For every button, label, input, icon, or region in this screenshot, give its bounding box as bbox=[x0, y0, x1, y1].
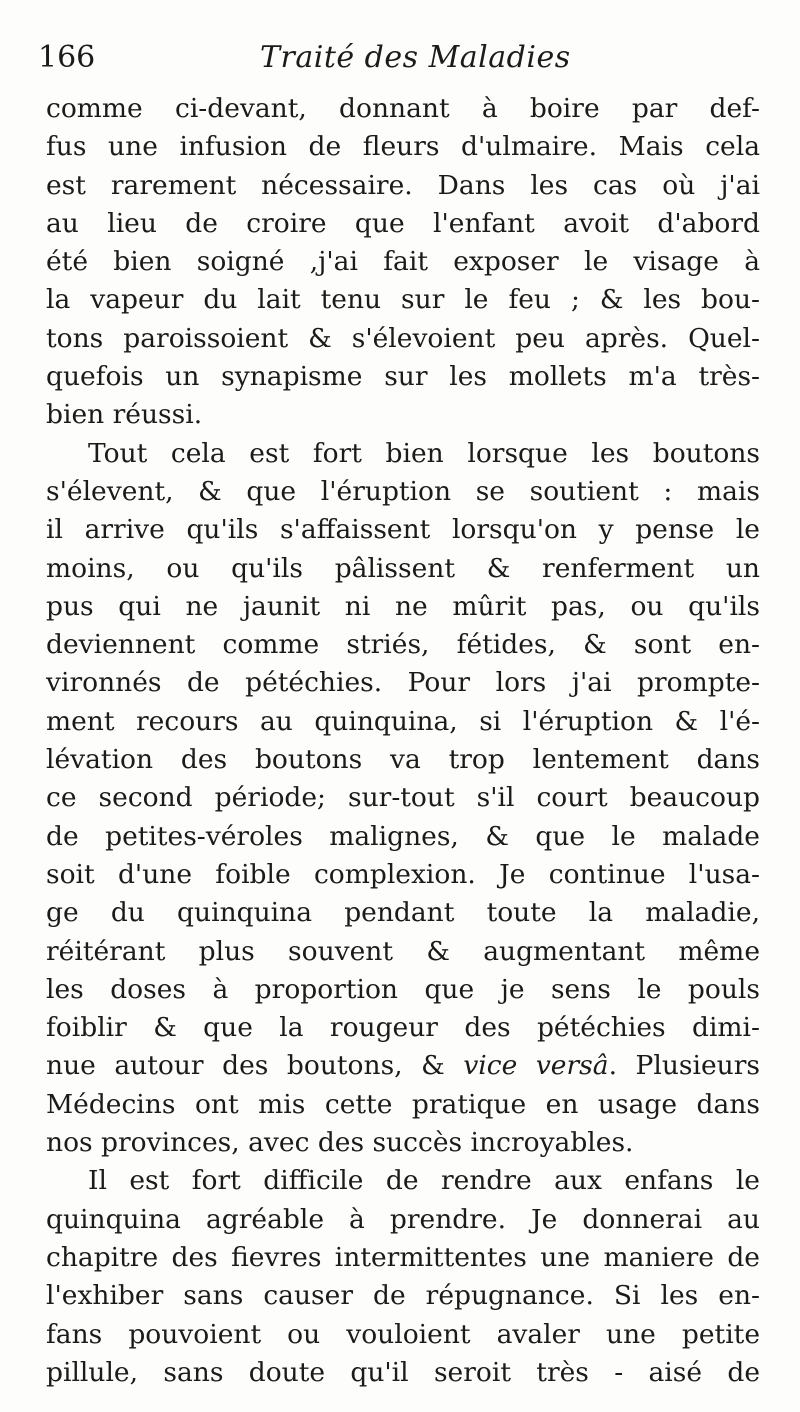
paragraph-3 bbox=[46, 1162, 760, 1392]
italic-phrase: vice versâ bbox=[463, 1050, 609, 1082]
text-line: Il est fort difficile de rendre aux enfans le bbox=[88, 1165, 760, 1197]
body-text bbox=[46, 90, 760, 1392]
text-line: ment recours au quinquina, si l'éruption & l'é- bbox=[46, 705, 760, 737]
text-line: soit d'une foible complexion. Je continue l'usa- bbox=[46, 858, 760, 890]
text-line: lévation des boutons va trop lentement dans bbox=[46, 744, 760, 776]
paragraph-2 bbox=[46, 435, 760, 1163]
text-line: chapitre des fievres intermittentes une maniere de bbox=[46, 1241, 760, 1273]
text-line: pillule, sans doute qu'il seroit très - aisé de bbox=[46, 1356, 760, 1388]
text-line: il arrive qu'ils s'affaissent lorsqu'on y pense le bbox=[46, 514, 760, 546]
text-line: vironnés de pétéchies. Pour lors j'ai prompte- bbox=[46, 667, 760, 699]
paragraph-1 bbox=[46, 90, 760, 435]
text-line: de petites-véroles malignes, & que le malade bbox=[46, 820, 760, 852]
text-line: quinquina agréable à prendre. Je donnerai au bbox=[46, 1203, 760, 1235]
text-line: quefois un synapisme sur les mollets m'a très- bbox=[46, 361, 760, 393]
text-line: moins, ou qu'ils pâlissent & renferment un bbox=[46, 552, 760, 584]
text-line: la vapeur du lait tenu sur le feu ; & les bou- bbox=[46, 284, 760, 316]
text-line: ge du quinquina pendant toute la maladie, bbox=[46, 897, 760, 929]
text-line: nue autour des boutons, & vice versâ. Plusieurs bbox=[46, 1050, 761, 1082]
text-line: pus qui ne jaunit ni ne mûrit pas, ou qu'ils bbox=[46, 590, 760, 622]
text-line: réitérant plus souvent & augmentant même bbox=[46, 935, 760, 967]
running-title: Traité des Maladies bbox=[260, 40, 571, 75]
text-line: bien réussi. bbox=[46, 399, 203, 431]
text-line: fus une infusion de fleurs d'ulmaire. Mais cela bbox=[46, 131, 760, 163]
text-line: au lieu de croire que l'enfant avoit d'abord bbox=[46, 207, 760, 239]
text-line: Tout cela est fort bien lorsque les boutons bbox=[88, 437, 760, 469]
page-header bbox=[38, 40, 768, 90]
text-line: fans pouvoient ou vouloient avaler une petite bbox=[46, 1318, 760, 1350]
page-number: 166 bbox=[38, 40, 96, 75]
text-line: s'élevent, & que l'éruption se soutient : mais bbox=[46, 475, 760, 507]
text-line: deviennent comme striés, fétides, & sont en- bbox=[46, 629, 760, 661]
text-line: été bien soigné ,j'ai fait exposer le visage à bbox=[46, 246, 760, 278]
text-line: est rarement nécessaire. Dans les cas où j'ai bbox=[46, 169, 760, 201]
text-line: foiblir & que la rougeur des pétéchies dimi- bbox=[46, 1012, 760, 1044]
text-line: comme ci-devant, donnant à boire par def- bbox=[46, 93, 760, 124]
text-line: Médecins ont mis cette pratique en usage dans bbox=[46, 1088, 760, 1120]
text-line: l'exhiber sans causer de répugnance. Si les en- bbox=[46, 1280, 760, 1312]
text-line: ce second période; sur-tout s'il court beaucoup bbox=[46, 782, 760, 814]
text-line: tons paroissoient & s'élevoient peu après. Quel- bbox=[46, 322, 760, 354]
text-line: nos provinces, avec des succès incroyables. bbox=[46, 1127, 634, 1159]
text-line: les doses à proportion que je sens le pouls bbox=[46, 973, 760, 1005]
